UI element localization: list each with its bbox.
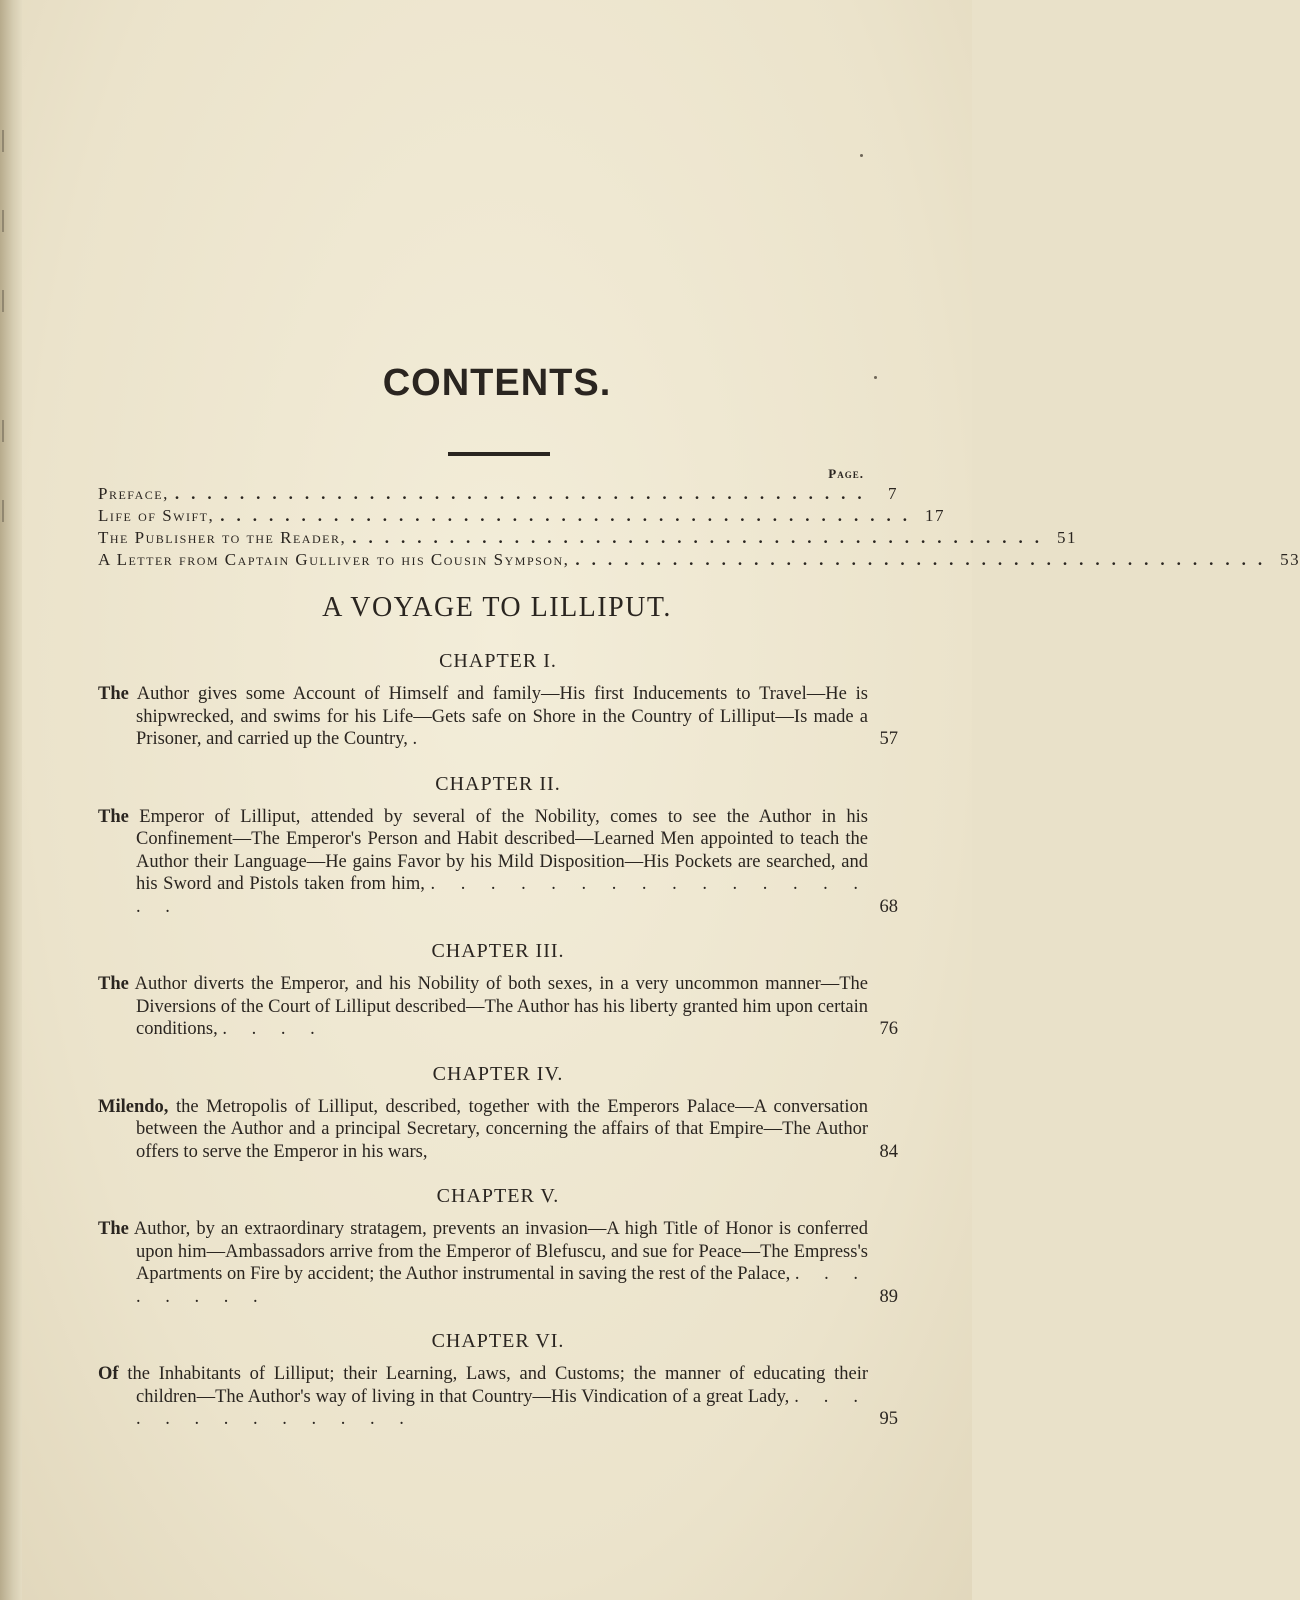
edge-mark (2, 500, 14, 522)
edge-mark (2, 210, 14, 232)
chapter-summary (98, 1096, 898, 1164)
front-matter-row (98, 528, 1077, 550)
dot-leader: ........................................... (352, 528, 1051, 547)
chapter-summary (98, 806, 898, 919)
front-matter-page: 51 (1056, 528, 1077, 547)
chapter-entry (98, 1330, 898, 1431)
book-page (22, 0, 1300, 1600)
dot-leader: . . . . . . . . (136, 1264, 869, 1307)
chapter-text: the Metropolis of Lilliput, described, together with the Emperors Palace—A conversation between the Author and a principal Secretary, concerning the affairs of that Empire—The Author offers to serve the Emperor in his wars, (136, 1096, 869, 1162)
dot-leader: . . . . . . . . . . . . . (136, 1386, 868, 1429)
front-matter-label: Life of Swift, (98, 506, 215, 525)
chapter-text: Emperor of Lilliput, attended by several of the Nobility, comes to see the Author in his Confinement—The Emperor's Person and Habit described—Learned Men appointed to teach the Author their Language—He gains Favor by his Mild Disposition—His Pockets are searched, and his Sword and Pistols taken from him, (136, 806, 868, 894)
dot-leader: . (412, 729, 428, 749)
chapter-lead-word: The (98, 684, 129, 704)
chapter-lead-word: The (98, 806, 129, 827)
chapter-summary (98, 973, 898, 1041)
chapter-text: the Inhabitants of Lilliput; their Learning, Laws, and Customs; the manner of educating their children—The Author's way of living in that Country—His Vindication of a great Lady, (127, 1364, 868, 1407)
dot-leader: ........................................... (174, 484, 874, 503)
front-matter-row (98, 550, 1300, 572)
front-matter-list (98, 484, 1300, 572)
page-column-label: Page. (828, 466, 864, 481)
chapter-entry (98, 650, 898, 751)
chapter-heading: CHAPTER III. (431, 940, 565, 962)
chapter-entry (98, 940, 898, 1041)
chapter-summary (98, 683, 898, 751)
chapter-page: 89 (879, 1286, 898, 1307)
book-page-edge (0, 0, 22, 1600)
chapter-heading: CHAPTER I. (439, 650, 557, 672)
chapter-lead-word: Of (98, 1364, 119, 1384)
front-matter-page: 7 (888, 484, 898, 503)
chapter-list (98, 650, 898, 1453)
chapter-heading: CHAPTER V. (436, 1185, 560, 1207)
chapter-heading: CHAPTER II. (435, 772, 561, 795)
dot-leader: . . . . . . . . . . . . . . . . . (136, 874, 869, 917)
chapter-page: 95 (879, 1409, 898, 1429)
title-rule (448, 452, 550, 456)
chapter-lead-word: The (98, 974, 129, 994)
chapter-entry (98, 1063, 898, 1164)
front-matter-page: 53 (1280, 550, 1300, 569)
dot-leader: . . . . (222, 1019, 325, 1039)
chapter-text: Author gives some Account of Himself and family—His first Inducements to Travel—He is shipwrecked, and swims for his Life—Gets safe on Shore in the Country of Lilliput—Is made a Prisoner, and carried up the Country, (136, 684, 868, 749)
chapter-lead-word: Milendo, (98, 1096, 169, 1117)
front-matter-label: The Publisher to the Reader, (98, 528, 347, 547)
chapter-heading: CHAPTER IV. (432, 1062, 564, 1085)
front-matter-page: 17 (925, 506, 946, 525)
edge-mark (2, 130, 14, 152)
front-matter-label: A Letter from Captain Gulliver to his Cousin Sympson, (98, 550, 570, 569)
chapter-entry (98, 773, 898, 919)
chapter-page: 76 (879, 1019, 898, 1039)
front-matter-row (98, 506, 946, 528)
dot-leader: ........................................... (575, 550, 1275, 569)
edge-mark (2, 420, 14, 442)
front-matter-row (98, 484, 898, 506)
chapter-page: 68 (879, 896, 898, 917)
edge-mark (2, 290, 14, 312)
chapter-lead-word: The (98, 1219, 129, 1239)
front-matter-label: Preface, (98, 484, 169, 503)
chapter-page: 57 (879, 729, 898, 749)
paper-speck (860, 154, 863, 157)
dot-leader: ........................................... (220, 506, 920, 525)
chapter-text: Author, by an extraordinary stratagem, prevents an invasion—A high Title of Honor is conferred upon him—Ambassadors arrive from the Emperor of Blefuscu, and sue for Peace—The Empress's Apartments on Fire by accident; the Author instrumental in saving the rest of the Palace, (133, 1219, 868, 1284)
chapter-page: 84 (879, 1141, 898, 1162)
contents-title: CONTENTS. (382, 362, 612, 404)
chapter-summary (98, 1218, 898, 1308)
chapter-text: Author diverts the Emperor, and his Nobility of both sexes, in a very uncommon manner—The Diversions of the Court of Lilliput described—The Author has his liberty granted him upon certain conditions, (134, 974, 868, 1039)
chapter-entry (98, 1185, 898, 1308)
chapter-heading: CHAPTER VI. (431, 1330, 565, 1352)
voyage-title: A VOYAGE TO LILLIPUT. (322, 592, 672, 623)
chapter-summary (98, 1363, 898, 1431)
